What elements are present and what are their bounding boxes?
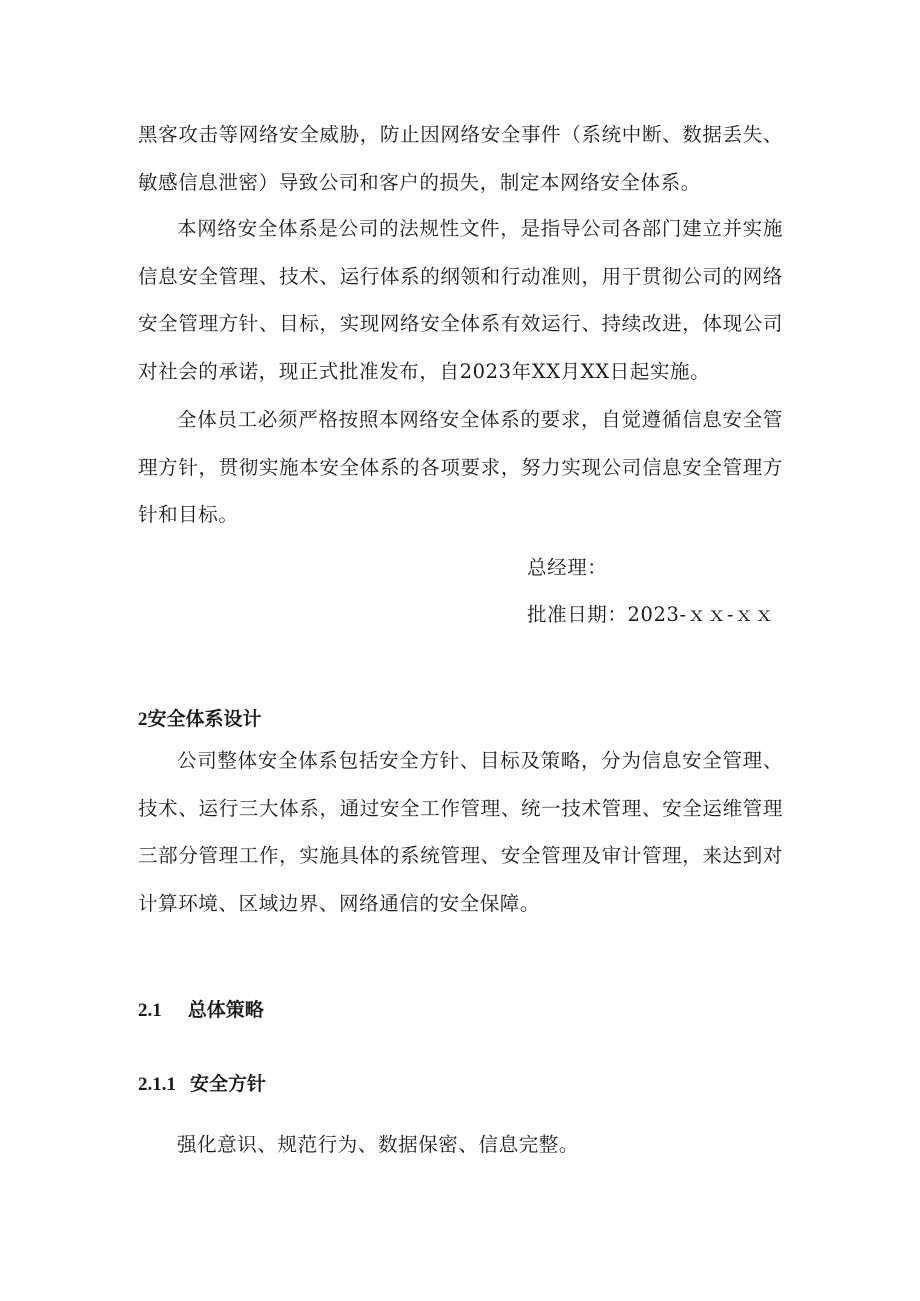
paragraph-system-design: 公司整体安全体系包括安全方针、目标及策略，分为信息安全管理、技术、运行三大体系，通过安全工作管理、统一技术管理、安全运维管理三部分管理工作，实施具体的系统管理、安全管理及审计管理，来达到对计算环境、区域边界、网络通信的安全保障。: [138, 749, 783, 915]
section-heading-2-1-1: [138, 1069, 266, 1100]
section-heading-2-1: [138, 995, 264, 1026]
section-title: 安全方针: [190, 1073, 267, 1095]
section-number: 2.1.1: [138, 1074, 176, 1095]
section-title: 安全体系设计: [147, 708, 262, 730]
paragraph-system-statement: 本网络安全体系是公司的法规性文件，是指导公司各部门建立并实施信息安全管理、技术、运行体系的纲领和行动准则，用于贯彻公司的网络安全管理方针、目标，实现网络安全体系有效运行、持续改进，体现公司对社会的承诺，现正式批准发布，自2023年XX月XX日起实施。: [138, 217, 783, 383]
signature-approval-date: 批准日期：2023-ｘｘ-ｘｘ: [527, 603, 775, 626]
section-title: 总体策略: [187, 999, 264, 1021]
paragraph-security-policy: 强化意识、规范行为、数据保密、信息完整。: [177, 1133, 580, 1156]
section-number: 2: [138, 709, 148, 730]
section-heading-2: [138, 704, 262, 735]
paragraph-purpose: 黑客攻击等网络安全威胁，防止因网络安全事件（系统中断、数据丢失、敏感信息泄密）导致公司和客户的损失，制定本网络安全体系。: [138, 123, 783, 194]
section-number: 2.1: [138, 1000, 162, 1021]
paragraph-employee-requirements: 全体员工必须严格按照本网络安全体系的要求，自觉遵循信息安全管理方针，贯彻实施本安全体系的各项要求，努力实现公司信息安全管理方针和目标。: [138, 408, 783, 526]
signature-general-manager: 总经理：: [527, 556, 608, 579]
